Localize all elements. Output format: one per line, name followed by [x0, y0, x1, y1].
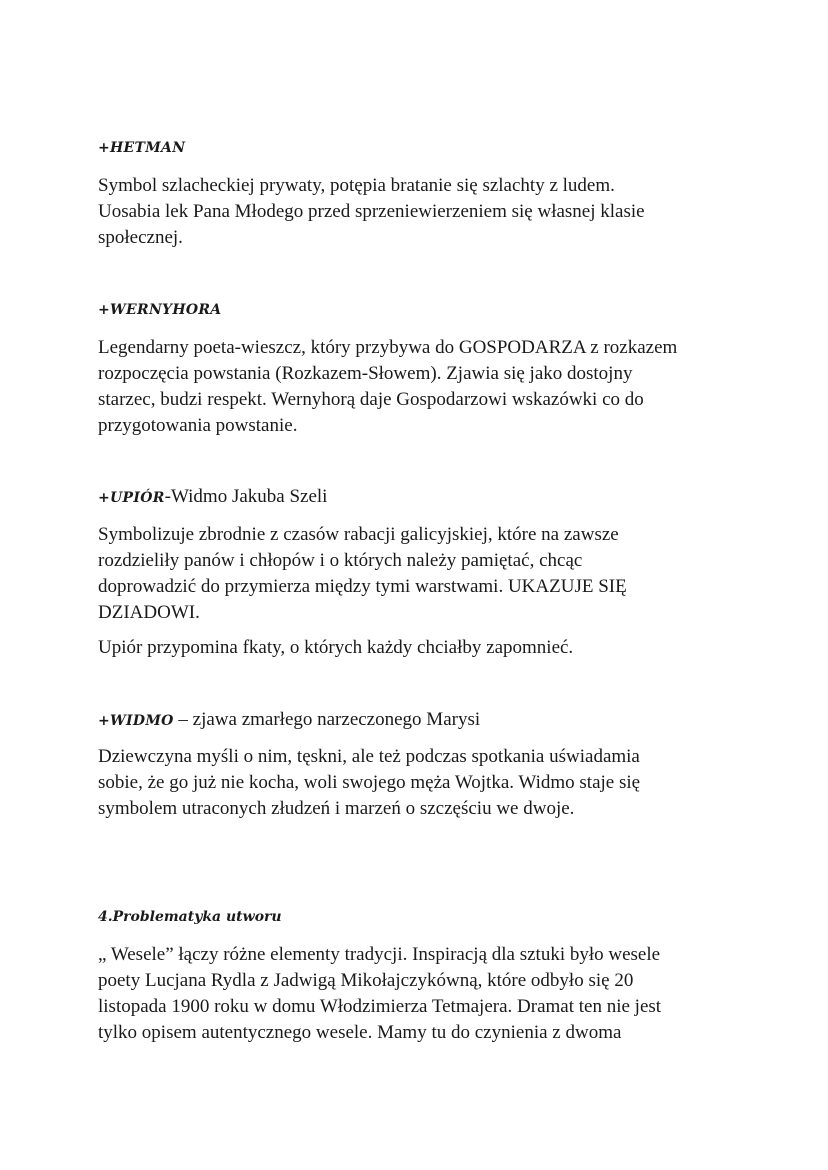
text-line: starzec, budzi respekt. Wernyhorą daje Gospodarzowi wskazówki co do — [98, 389, 644, 410]
heading-text: +WERNYHORA — [98, 302, 222, 318]
section-heading-hetman — [98, 137, 185, 159]
text-line: doprowadzić do przymierza między tymi warstwami. UKAZUJE SIĘ — [98, 576, 627, 597]
paragraph — [98, 522, 627, 626]
paragraph — [98, 635, 573, 661]
text-line: rozdzieliły panów i chłopów i o których należy pamiętać, chcąc — [98, 550, 583, 571]
text-line: „ Wesele” łączy różne elementy tradycji. Inspiracją dla sztuki było wesele — [98, 944, 661, 965]
text-line: poety Lucjana Rydla z Jadwigą Mikołajczykówną, które odbyło się 20 — [98, 970, 634, 991]
text-line: Legendarny poeta-wieszcz, który przybywa do GOSPODARZA z rozkazem — [98, 337, 678, 358]
heading-subtitle: – zjawa zmarłego narzeczonego Marysi — [173, 709, 481, 730]
paragraph — [98, 744, 640, 822]
section-heading-widmo — [98, 709, 480, 731]
text-line: Symbolizuje zbrodnie z czasów rabacji galicyjskiej, które na zawsze — [98, 524, 619, 545]
text-line: listopada 1900 roku w domu Włodzimierza Tetmajera. Dramat ten nie jest — [98, 996, 662, 1017]
section-heading-problematyka — [98, 906, 282, 928]
heading-subtitle: -Widmo Jakuba Szeli — [164, 486, 328, 507]
text-line: Uosabia lek Pana Młodego przed sprzeniewierzeniem się własnej klasie — [98, 201, 645, 222]
paragraph — [98, 173, 645, 251]
heading-text: +HETMAN — [98, 140, 186, 156]
text-line: Symbol szlacheckiej prywaty, potępia bratanie się szlachty z ludem. — [98, 175, 615, 196]
heading-text: +UPIÓR — [98, 490, 165, 506]
text-line: rozpoczęcia powstania (Rozkazem-Słowem). Zjawia się jako dostojny — [98, 363, 633, 384]
heading-text: 4.Problematyka utworu — [98, 909, 282, 925]
section-heading-wernyhora — [98, 299, 221, 321]
text-line: przygotowania powstanie. — [98, 415, 298, 436]
text-line: symbolem utraconych złudzeń i marzeń o szczęściu we dwoje. — [98, 798, 575, 819]
heading-text: +WIDMO — [98, 713, 174, 729]
paragraph — [98, 335, 677, 439]
text-line: sobie, że go już nie kocha, woli swojego męża Wojtka. Widmo staje się — [98, 772, 641, 793]
text-line: społecznej. — [98, 227, 183, 248]
text-line: Dziewczyna myśli o nim, tęskni, ale też podczas spotkania uświadamia — [98, 746, 640, 767]
text-line: DZIADOWI. — [98, 602, 200, 623]
text-line: Upiór przypomina fkaty, o których każdy chciałby zapomnieć. — [98, 637, 574, 658]
section-heading-upior — [98, 486, 327, 508]
paragraph — [98, 942, 661, 1046]
text-line: tylko opisem autentycznego wesele. Mamy tu do czynienia z dwoma — [98, 1022, 622, 1043]
